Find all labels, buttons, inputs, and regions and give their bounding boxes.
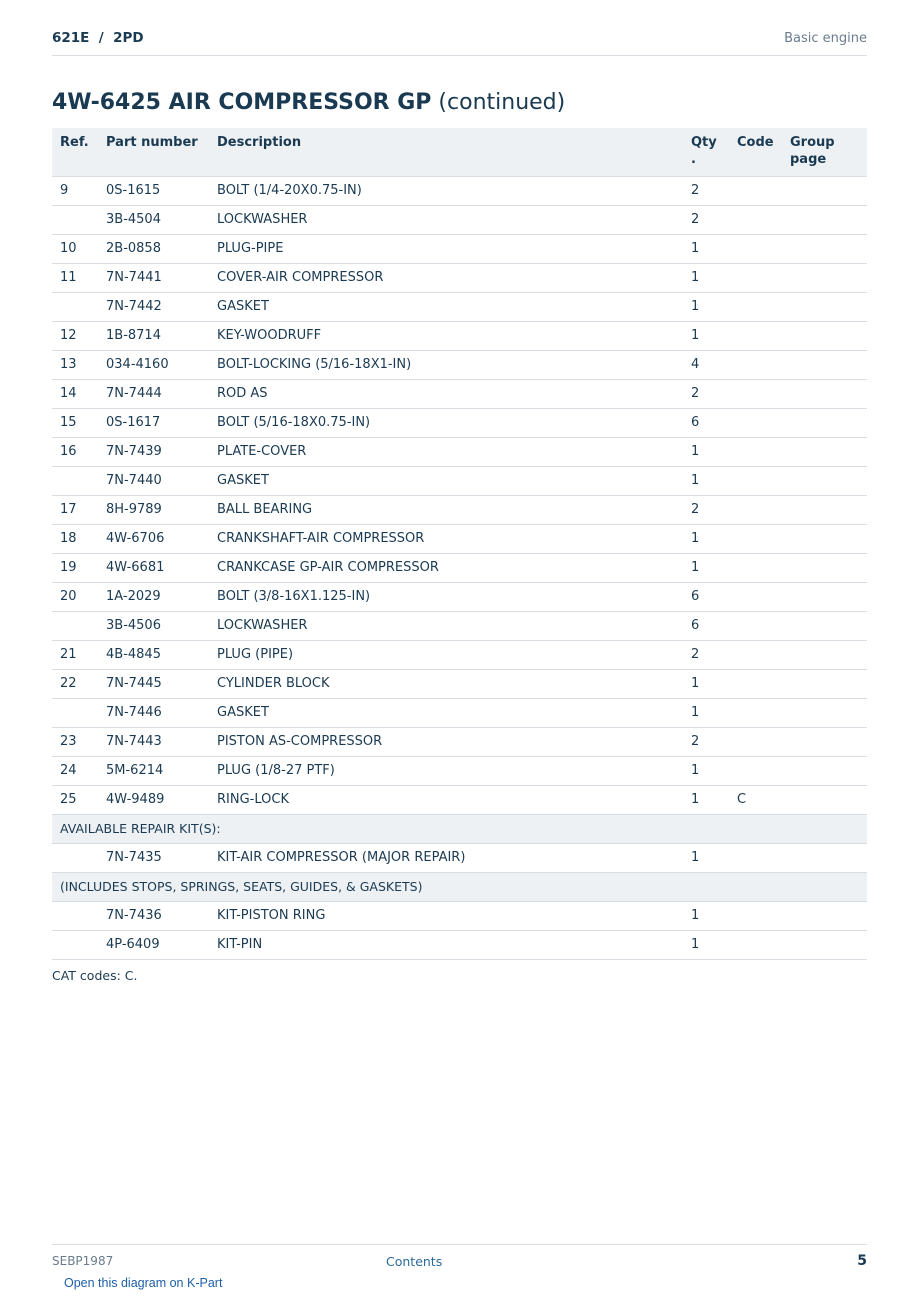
code-cell <box>737 234 790 263</box>
qty-cell: 1 <box>691 234 737 263</box>
table-row <box>52 669 867 698</box>
title-assembly: 4W-6425 AIR COMPRESSOR GP <box>52 90 432 115</box>
ref-cell <box>52 292 106 321</box>
description-cell: PLUG (PIPE) <box>217 640 691 669</box>
qty-cell: 1 <box>691 785 737 814</box>
qty-cell: 1 <box>691 901 737 930</box>
code-cell <box>737 727 790 756</box>
code-cell <box>737 930 790 959</box>
description-cell: KIT-PISTON RING <box>217 901 691 930</box>
code-cell <box>737 582 790 611</box>
part-number-cell: 7N-7435 <box>106 843 217 872</box>
description-cell: CRANKSHAFT-AIR COMPRESSOR <box>217 524 691 553</box>
table-row <box>52 843 867 872</box>
col-group-header: Group page <box>790 128 867 176</box>
ref-cell: 15 <box>52 408 106 437</box>
ref-cell: 14 <box>52 379 106 408</box>
table-row <box>52 611 867 640</box>
group-page-cell <box>790 930 867 959</box>
qty-cell: 1 <box>691 437 737 466</box>
section-label: Basic engine <box>784 31 867 46</box>
description-cell: RING-LOCK <box>217 785 691 814</box>
group-page-cell <box>790 176 867 205</box>
table-row <box>52 582 867 611</box>
group-page-cell <box>790 321 867 350</box>
part-number-cell: 7N-7442 <box>106 292 217 321</box>
description-cell: KIT-AIR COMPRESSOR (MAJOR REPAIR) <box>217 843 691 872</box>
code-cell <box>737 524 790 553</box>
qty-cell: 1 <box>691 292 737 321</box>
table-row <box>52 756 867 785</box>
qty-cell: 1 <box>691 553 737 582</box>
group-page-cell <box>790 901 867 930</box>
col-ref-header: Ref. <box>52 128 106 176</box>
code-cell <box>737 292 790 321</box>
contents-link[interactable]: Contents <box>386 1254 443 1269</box>
title-suffix: (continued) <box>431 90 566 115</box>
group-page-cell <box>790 553 867 582</box>
group-page-cell <box>790 292 867 321</box>
table-row <box>52 901 867 930</box>
group-page-cell <box>790 350 867 379</box>
table-row <box>52 930 867 959</box>
description-cell: KEY-WOODRUFF <box>217 321 691 350</box>
part-number-cell: 034-4160 <box>106 350 217 379</box>
part-number-cell: 3B-4506 <box>106 611 217 640</box>
ref-cell: 22 <box>52 669 106 698</box>
ref-cell <box>52 930 106 959</box>
table-header-row <box>52 128 867 176</box>
part-number-cell: 7N-7441 <box>106 263 217 292</box>
description-cell: PLUG (1/8-27 PTF) <box>217 756 691 785</box>
group-page-cell <box>790 495 867 524</box>
qty-cell: 1 <box>691 930 737 959</box>
table-row <box>52 292 867 321</box>
group-page-cell <box>790 234 867 263</box>
part-number-cell: 4W-6706 <box>106 524 217 553</box>
description-cell: COVER-AIR COMPRESSOR <box>217 263 691 292</box>
description-cell: GASKET <box>217 466 691 495</box>
ref-cell: 18 <box>52 524 106 553</box>
part-number-cell: 7N-7436 <box>106 901 217 930</box>
ref-cell: 19 <box>52 553 106 582</box>
table-row <box>52 263 867 292</box>
description-cell: PLATE-COVER <box>217 437 691 466</box>
table-row <box>52 495 867 524</box>
part-number-cell: 2B-0858 <box>106 234 217 263</box>
qty-cell: 6 <box>691 408 737 437</box>
code-cell <box>737 901 790 930</box>
table-row <box>52 321 867 350</box>
group-page-cell <box>790 785 867 814</box>
description-cell: BOLT (3/8-16X1.125-IN) <box>217 582 691 611</box>
part-number-cell: 4W-6681 <box>106 553 217 582</box>
ref-cell <box>52 843 106 872</box>
part-number-cell: 0S-1617 <box>106 408 217 437</box>
code-cell <box>737 669 790 698</box>
ref-cell <box>52 611 106 640</box>
part-number-cell: 7N-7439 <box>106 437 217 466</box>
description-cell: ROD AS <box>217 379 691 408</box>
group-page-cell <box>790 408 867 437</box>
description-cell: BOLT (5/16-18X0.75-IN) <box>217 408 691 437</box>
qty-cell: 1 <box>691 321 737 350</box>
part-number-cell: 7N-7444 <box>106 379 217 408</box>
table-row <box>52 408 867 437</box>
note-text: AVAILABLE REPAIR KIT(S): <box>52 814 867 843</box>
ref-cell: 10 <box>52 234 106 263</box>
part-number-cell: 4P-6409 <box>106 930 217 959</box>
code-cell <box>737 205 790 234</box>
qty-cell: 6 <box>691 611 737 640</box>
group-page-cell <box>790 727 867 756</box>
page-number: 5 <box>857 1253 867 1269</box>
table-row <box>52 727 867 756</box>
group-page-cell <box>790 263 867 292</box>
part-number-cell: 7N-7445 <box>106 669 217 698</box>
qty-cell: 6 <box>691 582 737 611</box>
group-page-cell <box>790 466 867 495</box>
description-cell: PLUG-PIPE <box>217 234 691 263</box>
kpart-diagram-link[interactable]: Open this diagram on K-Part <box>64 1276 223 1290</box>
code-cell <box>737 843 790 872</box>
ref-cell <box>52 205 106 234</box>
description-cell: BOLT-LOCKING (5/16-18X1-IN) <box>217 350 691 379</box>
qty-cell: 2 <box>691 640 737 669</box>
table-row <box>52 698 867 727</box>
group-page-cell <box>790 205 867 234</box>
group-page-cell <box>790 524 867 553</box>
col-code-header: Code <box>737 128 790 176</box>
table-row <box>52 437 867 466</box>
code-cell <box>737 379 790 408</box>
code-cell <box>737 437 790 466</box>
code-cell <box>737 553 790 582</box>
note-text: (INCLUDES STOPS, SPRINGS, SEATS, GUIDES, & GASKETS) <box>52 872 867 901</box>
table-note-row <box>52 814 867 843</box>
ref-cell: 25 <box>52 785 106 814</box>
qty-cell: 1 <box>691 669 737 698</box>
code-cell <box>737 350 790 379</box>
part-number-cell: 5M-6214 <box>106 756 217 785</box>
code-cell: C <box>737 785 790 814</box>
description-cell: CRANKCASE GP-AIR COMPRESSOR <box>217 553 691 582</box>
table-row <box>52 205 867 234</box>
qty-cell: 2 <box>691 495 737 524</box>
ref-cell: 24 <box>52 756 106 785</box>
description-cell: GASKET <box>217 698 691 727</box>
group-page-cell <box>790 843 867 872</box>
description-cell: PISTON AS-COMPRESSOR <box>217 727 691 756</box>
qty-cell: 2 <box>691 727 737 756</box>
qty-cell: 2 <box>691 176 737 205</box>
qty-cell: 4 <box>691 350 737 379</box>
model-label: 621E / 2PD <box>52 30 144 46</box>
part-number-cell: 1B-8714 <box>106 321 217 350</box>
qty-cell: 1 <box>691 263 737 292</box>
part-number-cell: 8H-9789 <box>106 495 217 524</box>
table-row <box>52 466 867 495</box>
table-row <box>52 379 867 408</box>
table-row <box>52 176 867 205</box>
code-cell <box>737 176 790 205</box>
code-cell <box>737 408 790 437</box>
table-row <box>52 785 867 814</box>
code-cell <box>737 698 790 727</box>
description-cell: KIT-PIN <box>217 930 691 959</box>
code-cell <box>737 495 790 524</box>
ref-cell: 11 <box>52 263 106 292</box>
group-page-cell <box>790 698 867 727</box>
qty-cell: 1 <box>691 524 737 553</box>
group-page-cell <box>790 669 867 698</box>
qty-cell: 2 <box>691 379 737 408</box>
cat-codes-note: CAT codes: C. <box>52 968 138 983</box>
qty-cell: 1 <box>691 698 737 727</box>
part-number-cell: 7N-7440 <box>106 466 217 495</box>
description-cell: BOLT (1/4-20X0.75-IN) <box>217 176 691 205</box>
ref-cell: 21 <box>52 640 106 669</box>
ref-cell: 9 <box>52 176 106 205</box>
page-header <box>52 28 867 56</box>
group-page-cell <box>790 611 867 640</box>
description-cell: BALL BEARING <box>217 495 691 524</box>
parts-table-body <box>52 176 867 959</box>
group-page-cell <box>790 582 867 611</box>
part-number-cell: 3B-4504 <box>106 205 217 234</box>
ref-cell <box>52 466 106 495</box>
part-number-cell: 1A-2029 <box>106 582 217 611</box>
part-number-cell: 0S-1615 <box>106 176 217 205</box>
qty-cell: 2 <box>691 205 737 234</box>
code-cell <box>737 756 790 785</box>
code-cell <box>737 263 790 292</box>
description-cell: LOCKWASHER <box>217 205 691 234</box>
part-number-cell: 4W-9489 <box>106 785 217 814</box>
group-page-cell <box>790 437 867 466</box>
description-cell: CYLINDER BLOCK <box>217 669 691 698</box>
group-page-cell <box>790 379 867 408</box>
table-row <box>52 234 867 263</box>
code-cell <box>737 611 790 640</box>
ref-cell: 13 <box>52 350 106 379</box>
part-number-cell: 7N-7443 <box>106 727 217 756</box>
page-footer <box>52 1244 867 1275</box>
part-number-cell: 7N-7446 <box>106 698 217 727</box>
code-cell <box>737 321 790 350</box>
code-cell <box>737 640 790 669</box>
qty-cell: 1 <box>691 756 737 785</box>
ref-cell <box>52 698 106 727</box>
ref-cell: 23 <box>52 727 106 756</box>
table-row <box>52 524 867 553</box>
table-row <box>52 350 867 379</box>
col-desc-header: Description <box>217 128 691 176</box>
table-row <box>52 553 867 582</box>
description-cell: GASKET <box>217 292 691 321</box>
group-page-cell <box>790 640 867 669</box>
document-id: SEBP1987 <box>52 1254 114 1268</box>
qty-cell: 1 <box>691 843 737 872</box>
col-part-header: Part number <box>106 128 217 176</box>
parts-table <box>52 128 867 960</box>
ref-cell: 12 <box>52 321 106 350</box>
page-title <box>52 90 565 115</box>
part-number-cell: 4B-4845 <box>106 640 217 669</box>
ref-cell: 17 <box>52 495 106 524</box>
table-note-row <box>52 872 867 901</box>
table-row <box>52 640 867 669</box>
ref-cell: 16 <box>52 437 106 466</box>
col-qty-header: Qty . <box>691 128 737 176</box>
description-cell: LOCKWASHER <box>217 611 691 640</box>
qty-cell: 1 <box>691 466 737 495</box>
code-cell <box>737 466 790 495</box>
ref-cell: 20 <box>52 582 106 611</box>
ref-cell <box>52 901 106 930</box>
group-page-cell <box>790 756 867 785</box>
